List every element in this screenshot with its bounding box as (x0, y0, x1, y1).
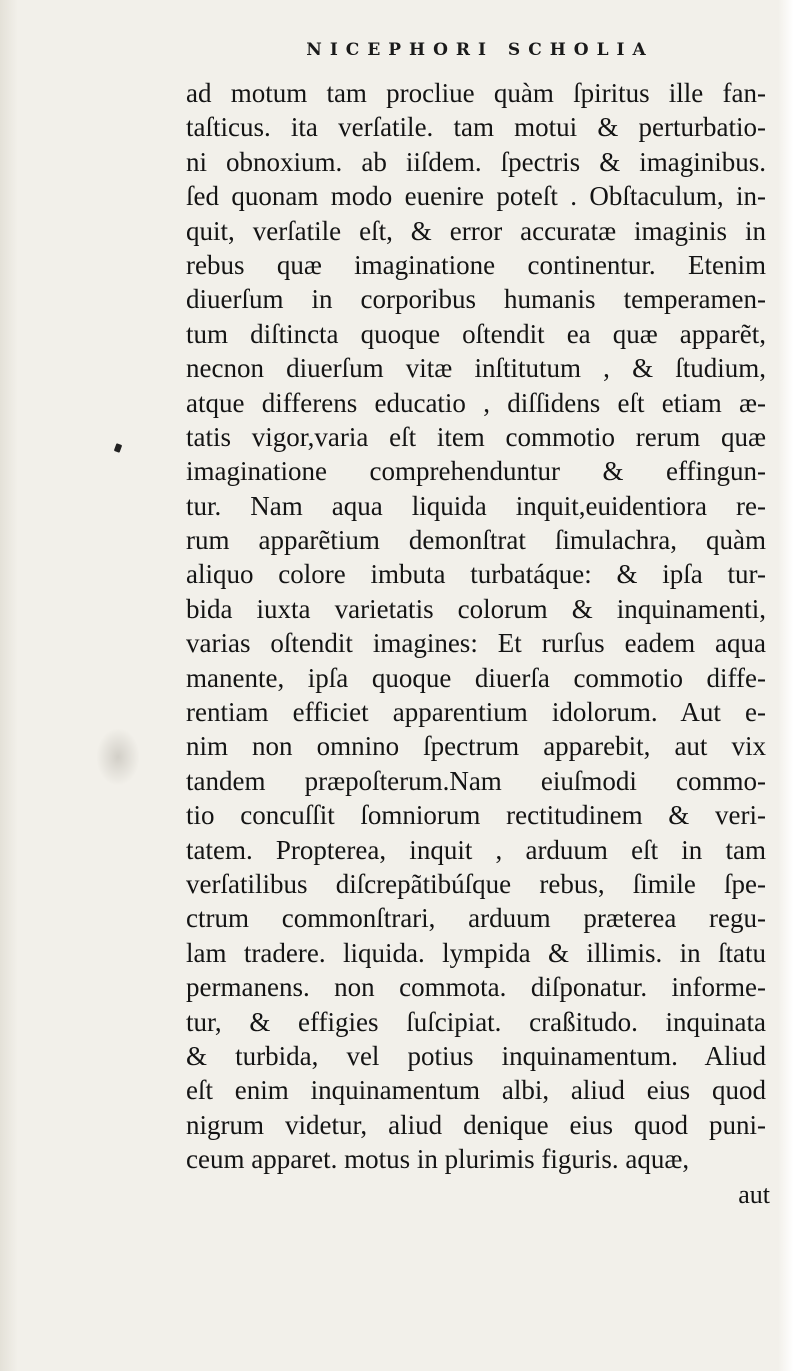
text-line: ctrum commonſtrari, arduum præterea regu- (186, 903, 766, 934)
text-line: tatis vigor,varia eſt item commotio rerum quæ (186, 421, 766, 452)
text-line: ceum apparet. motus in plurimis figuris. aquæ, (186, 1144, 690, 1175)
text-line: nim non omnino ſpectrum apparebit, aut vix (186, 731, 766, 762)
text-line: eſt enim inquinamentum albi, aliud eius quod (186, 1075, 766, 1106)
text-line: tur, & effigies ſuſcipiat. craßitudo. inquinata (186, 1006, 766, 1037)
text-line: tio concuſſit ſomniorum rectitudinem & veri- (186, 800, 766, 831)
text-line: imaginatione comprehenduntur & effingun- (186, 456, 766, 487)
ink-bleed-stain (96, 728, 140, 786)
body-text (186, 76, 766, 1177)
text-line: lam tradere. liquida. lympida & illimis. in ſtatu (186, 937, 766, 968)
text-line: rebus quæ imaginatione continentur. Etenim (186, 249, 766, 280)
text-line: quit, verſatile eſt, & error accuratæ imaginis in (186, 215, 766, 246)
text-line: tandem præpoſterum.Nam eiuſmodi commo- (186, 765, 766, 796)
text-line: aliquo colore imbuta turbatáque: & ipſa tur- (186, 559, 766, 590)
text-line: tum diſtincta quoque oſtendit ea quæ apparẽt, (186, 318, 766, 349)
catchword: aut (738, 1180, 770, 1209)
text-line: permanens. non commota. diſponatur. informe- (186, 972, 766, 1003)
text-line: varias oſtendit imagines: Et rurſus eadem aqua (186, 628, 766, 659)
text-line: taſticus. ita verſatile. tam motui & perturbatio- (186, 112, 766, 143)
text-line: diuerſum in corporibus humanis temperamen- (186, 284, 766, 315)
text-line: rum apparẽtium demonſtrat ſimulachra, quàm (186, 525, 766, 556)
text-line: tatem. Propterea, inquit , arduum eſt in tam (186, 834, 766, 865)
page-gutter-shadow (0, 0, 18, 1371)
text-line: necnon diuerſum vitæ inſtitutum , & ſtudium, (186, 353, 766, 384)
text-line: ad motum tam procliue quàm ſpiritus ille fan- (186, 78, 766, 108)
text-line: rentiam efficiet apparentium idolorum. Aut e- (186, 697, 766, 728)
text-line: & turbida, vel potius inquinamentum. Aliud (186, 1040, 766, 1071)
text-line: verſatilibus diſcrepãtibúſque rebus, ſimile ſpe- (186, 868, 766, 899)
text-line: bida iuxta varietatis colorum & inquinamenti, (186, 593, 766, 624)
text-line: manente, ipſa quoque diuerſa commotio diffe- (186, 662, 766, 693)
margin-ink-mark (114, 443, 122, 453)
text-line: nigrum videtur, aliud denique eius quod puni- (186, 1109, 766, 1140)
text-line: ſed quonam modo euenire poteſt . Obſtaculum, in- (186, 181, 766, 212)
text-line: tur. Nam aqua liquida inquit,euidentiora re- (186, 490, 766, 521)
running-head: NICEPHORI SCHOLIA (306, 40, 654, 60)
page-edge (778, 0, 800, 1371)
text-line: ni obnoxium. ab iiſdem. ſpectris & imaginibus. (186, 146, 766, 177)
text-line: atque differens educatio , diſſidens eſt etiam æ- (186, 387, 766, 418)
